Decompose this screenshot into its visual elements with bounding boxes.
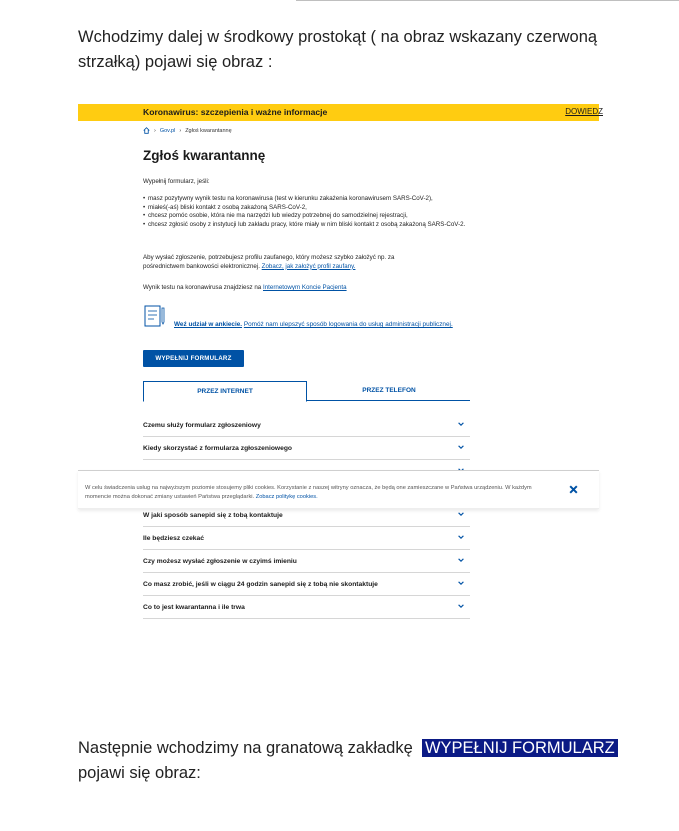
para2-text: Następnie wchodzimy na granatową zakładkę	[78, 739, 413, 757]
intro-text: Wypełnij formularz, jeśli:	[143, 178, 210, 185]
chevron-down-icon	[457, 420, 465, 428]
chevron-down-icon	[457, 443, 465, 451]
accordion-label: Kiedy skorzystać z formularza zgłoszeniowego	[143, 444, 293, 452]
instruction-paragraph-2	[78, 736, 638, 786]
list-item: • miałeś(-aś) bliski kontakt z osobą zakażoną SARS-CoV-2,	[143, 204, 473, 213]
accordion-label: W jaki sposób sanepid się z tobą kontaktuje	[143, 511, 283, 519]
tab-phone[interactable]: PRZEZ TELEFON	[362, 387, 416, 394]
breadcrumb-current: Zgłoś kwarantannę	[185, 127, 232, 134]
result-text: Wynik testu na koronawirusa znajdziesz na	[143, 284, 262, 291]
list-item: • chcesz pomóc osobie, która nie ma narzędzi lub wiedzy potrzebnej do samodzielnej rejestracji,	[143, 212, 473, 221]
cookie-message: W celu świadczenia usług na najwyższym poziomie stosujemy pliki cookies. Korzystanie z naszej witryny oznacza, że będą one zamieszczane w Państwa urządzeniu. W każdym momencie można dokonać zmiany ustawień Państwa przeglądarki.	[85, 485, 532, 500]
cookie-text	[85, 484, 555, 502]
profile-text: Aby wysłać zgłoszenie, potrzebujesz profilu zaufanego, który możesz szybko założyć np. za pośrednictwem bankowości elektronicznej.	[143, 254, 395, 270]
covid-banner	[78, 104, 603, 121]
patient-account-link[interactable]: Internetowym Koncie Pacjenta	[263, 284, 347, 291]
instruction-paragraph-1: Wchodzimy dalej w środkowy prostokąt ( na obraz wskazany czerwoną strzałką) pojawi się obraz :	[78, 28, 598, 71]
criteria-list	[143, 195, 473, 229]
chevron-down-icon	[457, 533, 465, 541]
banner-link[interactable]: DOWIEDZ	[565, 107, 603, 116]
chevron-down-icon	[457, 556, 465, 564]
page-title: Zgłoś kwarantannę	[143, 148, 266, 163]
close-icon[interactable]	[568, 484, 579, 495]
list-item: • masz pozytywny wynik testu na koronawirusa (test w kierunku zakażenia koronawirusem SARS-CoV-2),	[143, 195, 473, 204]
page-top-rule	[296, 0, 679, 1]
accordion-label: Czemu służy formularz zgłoszeniowy	[143, 421, 261, 429]
tab-internet[interactable]: PRZEZ INTERNET	[143, 381, 307, 402]
accordion-label: Co to jest kwarantanna i ile trwa	[143, 603, 245, 611]
embedded-screenshot	[78, 104, 603, 624]
home-icon[interactable]	[143, 127, 150, 134]
survey-link[interactable]	[143, 320, 463, 329]
breadcrumb-separator: ›	[154, 127, 156, 134]
banner-title: Koronawirus: szczepienia i ważne informacje	[143, 107, 328, 117]
breadcrumb-gov-link[interactable]: Gov.pl	[159, 127, 176, 134]
channel-tabs	[143, 381, 470, 401]
highlighted-button-name: WYPEŁNIJ FORMULARZ	[422, 739, 618, 757]
accordion-item[interactable]	[143, 573, 470, 596]
accordion-item[interactable]	[143, 504, 470, 527]
result-paragraph	[143, 284, 473, 293]
accordion-label: Co masz zrobić, jeśli w ciągu 24 godzin sanepid się z tobą nie skontaktuje	[143, 580, 378, 588]
accordion-item[interactable]	[143, 414, 470, 437]
accordion-item[interactable]	[143, 527, 470, 550]
chevron-down-icon	[457, 602, 465, 610]
breadcrumb-separator: ›	[179, 127, 182, 134]
para2-text-end: pojawi się obraz:	[78, 764, 201, 782]
list-item: • chcesz zgłosić osoby z instytucji lub zakładu pracy, które miały w nim bliski kontakt z osobą zakażoną SARS-CoV-2.	[143, 221, 473, 230]
survey-rest[interactable]: Pomóż nam ulepszyć sposób logowania do usług administracji publicznej.	[243, 321, 453, 328]
fill-form-button[interactable]: WYPEŁNIJ FORMULARZ	[143, 350, 244, 367]
accordion-item[interactable]	[143, 550, 470, 573]
chevron-down-icon	[457, 510, 465, 518]
cookie-policy-link[interactable]: Zobacz politykę cookies.	[255, 494, 318, 500]
profile-link[interactable]: Zobacz, jak założyć profil zaufany.	[261, 262, 356, 270]
profile-paragraph	[143, 254, 403, 271]
accordion-item[interactable]	[143, 596, 470, 619]
chevron-down-icon	[457, 579, 465, 587]
breadcrumb	[143, 127, 232, 134]
accordion-item[interactable]	[143, 437, 470, 460]
accordion-label: Czy możesz wysłać zgłoszenie w czyimś imieniu	[143, 557, 297, 565]
accordion-label: Ile będziesz czekać	[143, 534, 204, 542]
survey-strong[interactable]: Weź udział w ankiecie.	[174, 321, 243, 328]
